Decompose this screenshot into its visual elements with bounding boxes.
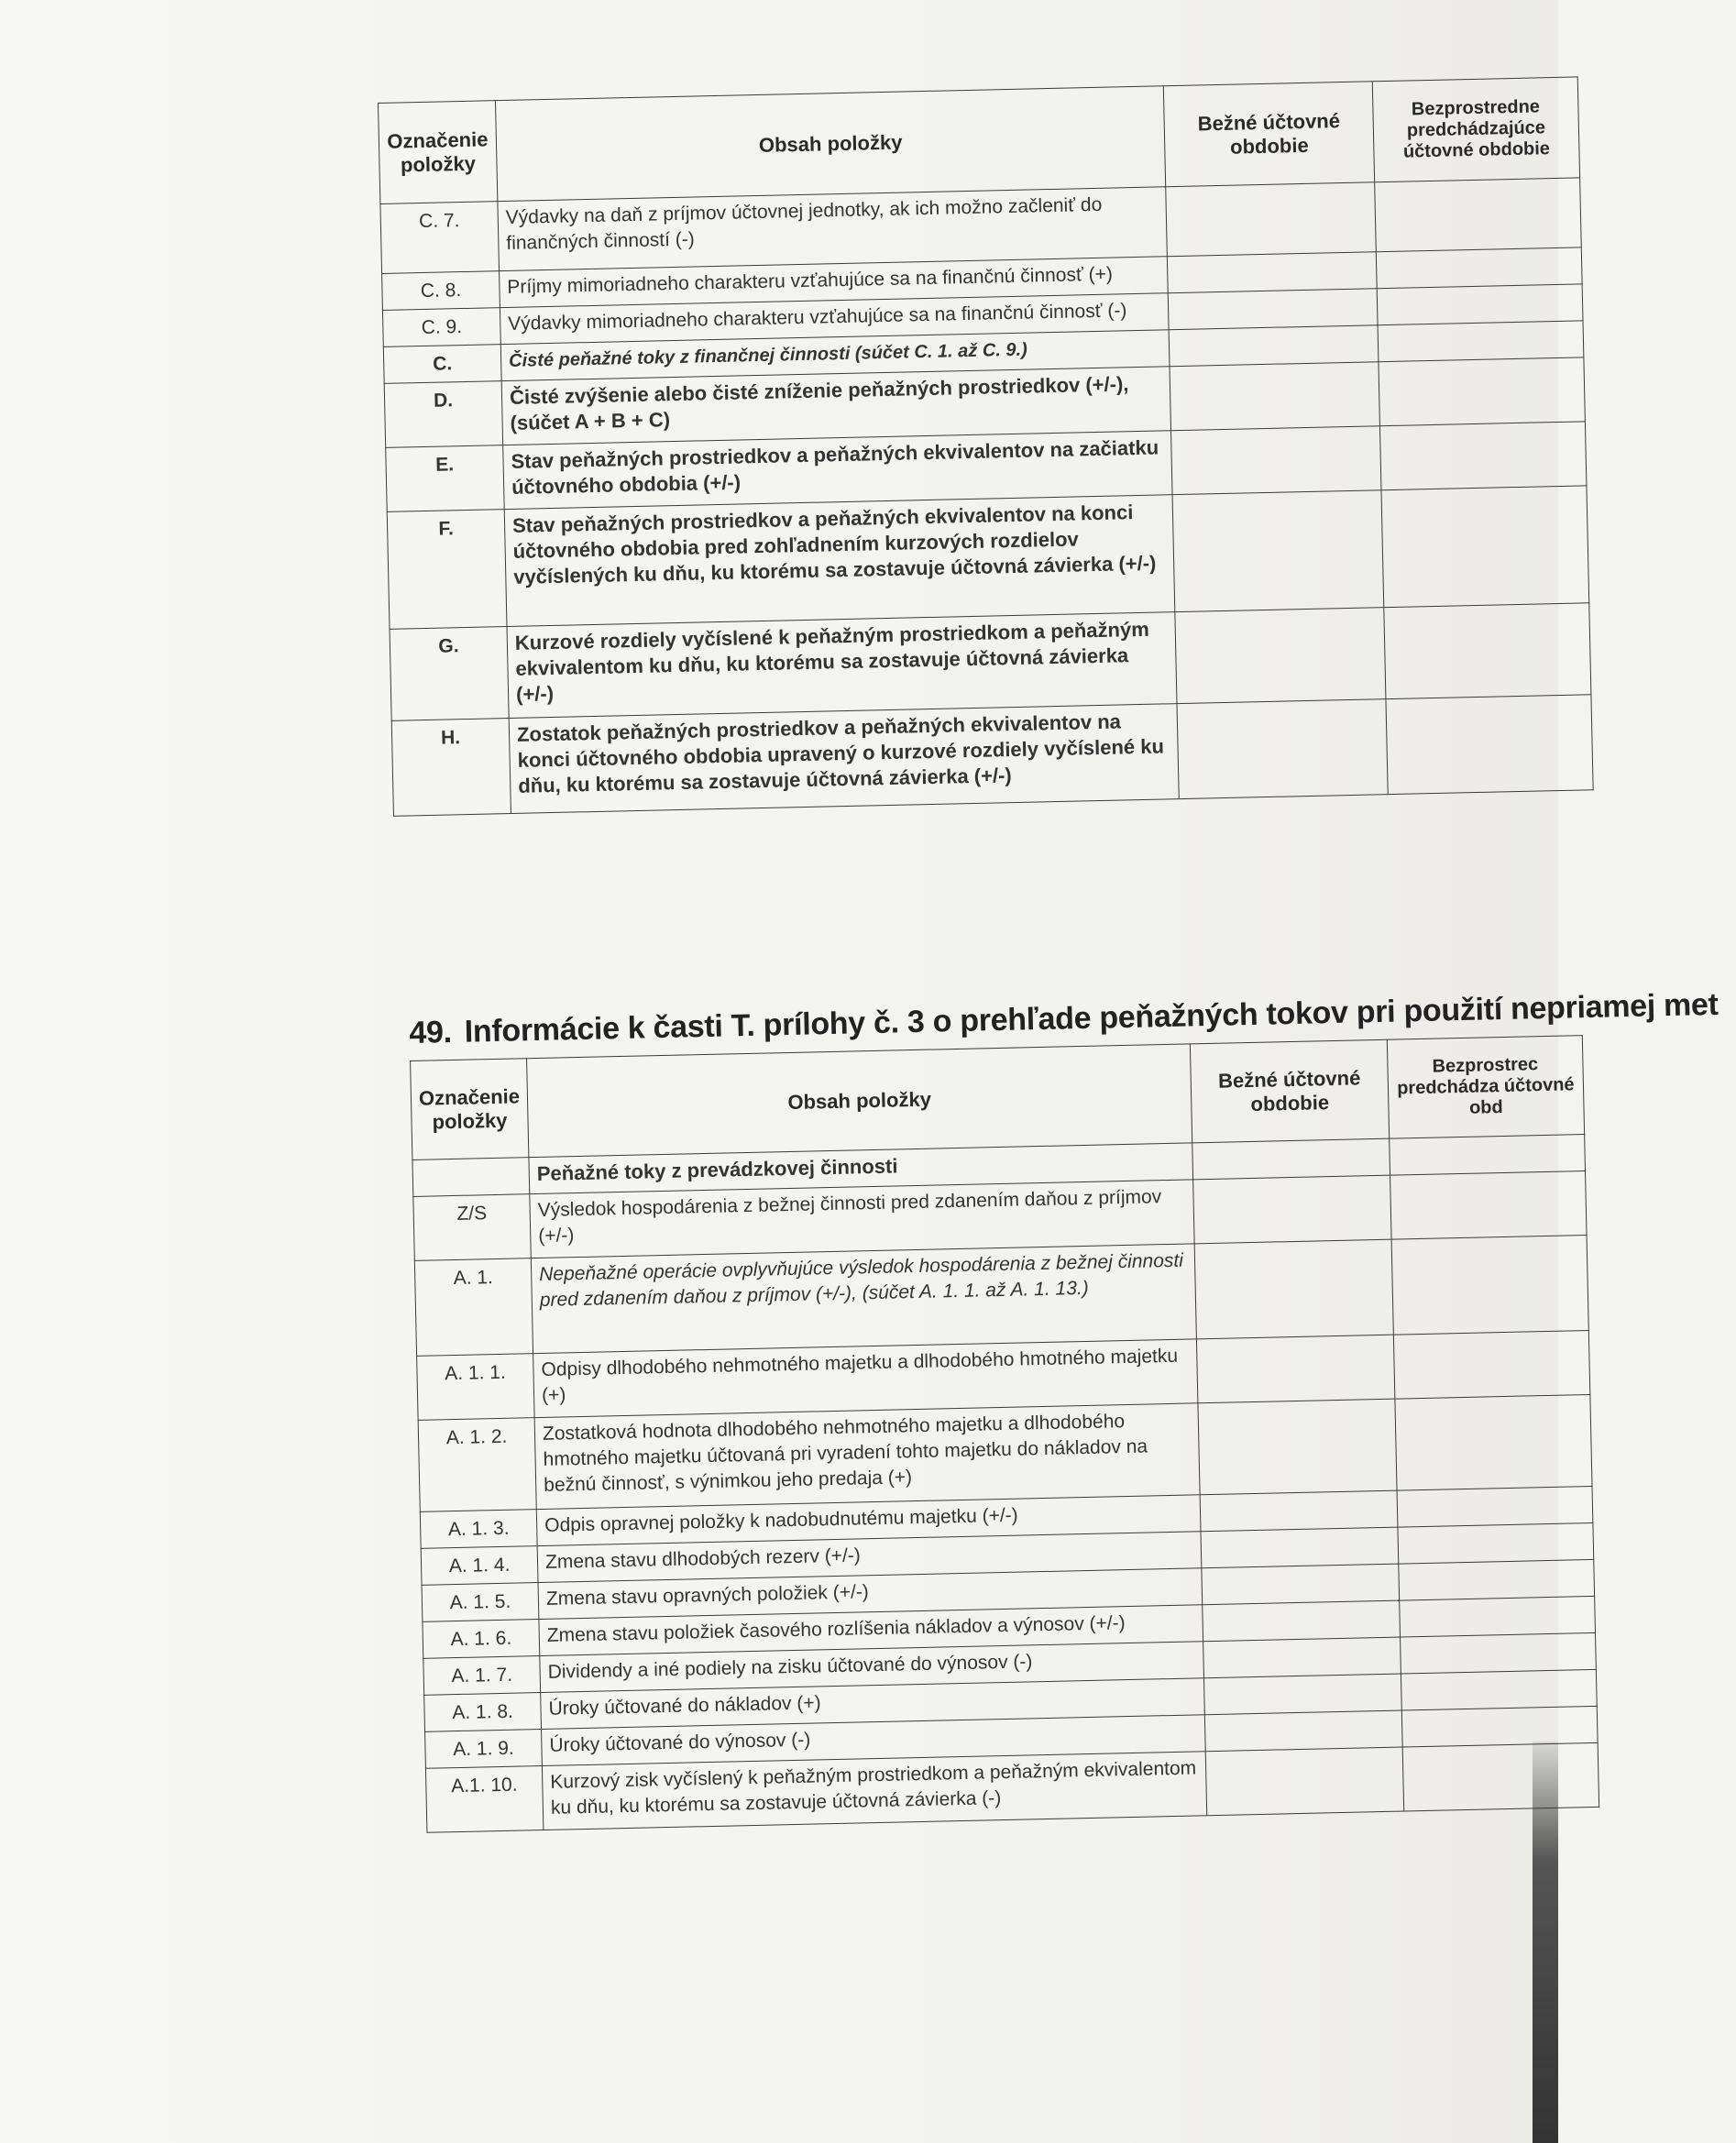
previous-period-value-cell[interactable] [1401,1669,1597,1710]
row-code: E. [386,445,504,512]
previous-period-value-cell[interactable] [1393,1330,1590,1399]
previous-period-value-cell[interactable] [1390,1135,1586,1176]
row-code: A. 1. 7. [423,1656,541,1696]
current-period-value-cell[interactable] [1166,182,1376,257]
row-description: Nepeňažné operácie ovplyvňujúce výsledok hospodárenia z bežnej činnosti pred zdanením daňou z príjmov (+/-), (súčet A. 1. 1. až A. 1. 13.) [531,1244,1196,1354]
current-period-value-cell[interactable] [1201,1527,1399,1568]
section-number: 49. [409,1014,453,1050]
row-code: A. 1. 6. [423,1620,540,1659]
row-description: Čisté zvýšenie alebo čisté zníženie peňažných prostriedkov (+/-), (súčet A + B + C) [501,367,1171,445]
row-code: A. 1. [414,1258,533,1357]
previous-period-value-cell[interactable] [1395,1394,1592,1490]
row-description: Zmena stavu položiek časového rozlíšenia nákladov a výnosov (+/-) [539,1605,1203,1656]
current-period-value-cell[interactable] [1169,325,1379,367]
header-code: Označenie položky [411,1059,529,1160]
current-period-value-cell[interactable] [1172,490,1384,612]
row-description: Dividendy a iné podiely na zisku účtované do výnosov (-) [540,1642,1204,1693]
previous-period-value-cell[interactable] [1390,1171,1587,1240]
table-1-block [378,76,1594,816]
row-code: C. 9. [382,308,500,347]
row-description: Stav peňažných prostriedkov a peňažných ekvivalentov na začiatku účtovného obdobia (+/-) [503,431,1173,510]
row-code: C. 7. [380,202,500,274]
row-description: Stav peňažných prostriedkov a peňažných ekvivalentov na konci účtovného obdobia pred zohľadnením kurzových rozdielov vyčíslených ku dňu, ku ktorému sa zostavuje účtovná závierka (+/-) [504,495,1175,627]
row-description: Odpis opravnej položky k nadobudnutému majetku (+/-) [536,1495,1201,1546]
current-period-value-cell[interactable] [1168,252,1378,293]
current-period-value-cell[interactable] [1194,1239,1393,1339]
previous-period-value-cell[interactable] [1399,1559,1595,1600]
current-period-value-cell[interactable] [1175,608,1386,704]
row-code: C. 8. [382,271,500,311]
header-content: Obsah položky [495,86,1165,202]
previous-period-value-cell[interactable] [1375,178,1582,252]
row-description: Odpisy dlhodobého nehmotného majetku a dlhodobého hmotného majetku (+) [533,1339,1198,1418]
current-period-value-cell[interactable] [1204,1674,1402,1715]
current-period-value-cell[interactable] [1192,1138,1390,1180]
previous-period-value-cell[interactable] [1397,1486,1593,1527]
previous-period-value-cell[interactable] [1377,284,1583,325]
current-period-value-cell[interactable] [1170,362,1379,431]
current-period-value-cell[interactable] [1168,289,1378,330]
header-current-period: Bežné účtovné obdobie [1190,1039,1389,1143]
row-code: G. [390,627,509,721]
row-code: A. 1. 9. [425,1730,543,1769]
row-description: Zostatková hodnota dlhodobého nehmotného majetku a dlhodobého hmotného majetku účtovaná pri vyradení tohto majetku do nákladov na bežnú činnosť, s výnimkou jeho predaja (+) [534,1403,1200,1510]
row-code: Z/S [413,1194,532,1261]
previous-period-value-cell[interactable] [1398,1522,1594,1564]
row-code [412,1158,530,1197]
row-description: Peňažné toky z prevádzkovej činnosti [529,1143,1193,1194]
previous-period-value-cell[interactable] [1391,1236,1588,1335]
row-description: Kurzové rozdiely vyčíslené k peňažným prostriedkom a peňažným ekvivalentom ku dňu, ku ktorému sa zostavuje účtovná závierka (+/-) [507,612,1177,719]
row-description: Úroky účtované do nákladov (+) [541,1678,1205,1730]
row-code: A. 1. 2. [418,1418,536,1512]
row-code: F. [387,510,507,630]
row-code: A. 1. 4. [421,1546,538,1586]
current-period-value-cell[interactable] [1196,1335,1394,1403]
row-code: A. 1. 1. [417,1354,535,1421]
row-code: H. [391,719,511,817]
header-previous-period: Bezprostredne predchádzajúce účtovné obdobie [1372,77,1579,182]
current-period-value-cell[interactable] [1171,426,1381,495]
header-code: Označenie položky [379,101,498,204]
current-period-value-cell[interactable] [1203,1600,1401,1642]
cash-flow-table-2 [410,1035,1599,1833]
previous-period-value-cell[interactable] [1379,357,1585,426]
previous-period-value-cell[interactable] [1402,1742,1599,1811]
row-code: D. [384,381,502,448]
previous-period-value-cell[interactable] [1384,603,1591,699]
row-code: A. 1. 8. [424,1693,542,1732]
row-description: Zostatok peňažných prostriedkov a peňažných ekvivalentov na konci účtovného obdobia upravený o kurzové rozdiely vyčíslené ku dňu, ku ktorému sa zostavuje účtovná závierka (+/-) [509,704,1179,814]
current-period-value-cell[interactable] [1198,1399,1397,1495]
row-code: A. 1. 3. [420,1510,537,1549]
row-description: Výdavky mimoriadneho charakteru vzťahujúce sa na finančnú činnosť (-) [500,293,1169,345]
cash-flow-table-1 [378,76,1594,816]
previous-period-value-cell[interactable] [1378,321,1584,362]
header-previous-period: Bezprostrec predchádza účtovné obd [1387,1036,1584,1139]
previous-period-value-cell[interactable] [1401,1706,1598,1747]
previous-period-value-cell[interactable] [1376,247,1582,289]
row-code: A.1. 10. [425,1766,544,1833]
row-description: Kurzový zisk vyčíslený k peňažným prostriedkom a peňažným ekvivalentom ku dňu, ku ktorému sa zostavuje účtovná závierka (-) [542,1752,1206,1830]
row-description: Výdavky na daň z príjmov účtovnej jednotky, ak ich možno začleniť do finančných činností (-) [498,187,1168,271]
row-code: C. [383,345,501,384]
current-period-value-cell[interactable] [1193,1175,1391,1244]
current-period-value-cell[interactable] [1200,1490,1398,1532]
section-title: Informácie k časti T. prílohy č. 3 o prehľade peňažných tokov pri použití nepriamej met [464,986,1719,1050]
table-2-block [409,986,1719,1833]
header-content: Obsah položky [527,1044,1192,1158]
row-code: A. 1. 5. [422,1583,539,1622]
row-description: Čisté peňažné toky z finančnej činnosti (súčet C. 1. až C. 9.) [500,330,1170,381]
previous-period-value-cell[interactable] [1380,422,1587,490]
current-period-value-cell[interactable] [1203,1637,1401,1678]
current-period-value-cell[interactable] [1202,1564,1400,1605]
row-description: Výsledok hospodárenia z bežnej činnosti pred zdanením daňou z príjmov (+/-) [530,1180,1194,1258]
row-description: Úroky účtované do výnosov (-) [542,1715,1206,1766]
header-current-period: Bežné účtovné obdobie [1164,82,1375,187]
previous-period-value-cell[interactable] [1386,695,1593,795]
row-description: Zmena stavu opravných položiek (+/-) [538,1568,1203,1620]
previous-period-value-cell[interactable] [1400,1596,1596,1637]
current-period-value-cell[interactable] [1177,699,1388,799]
current-period-value-cell[interactable] [1205,1747,1403,1816]
current-period-value-cell[interactable] [1204,1710,1402,1752]
previous-period-value-cell[interactable] [1381,486,1589,608]
row-description: Zmena stavu dlhodobých rezerv (+/-) [537,1532,1202,1583]
row-description: Príjmy mimoriadneho charakteru vzťahujúce sa na finančnú činnosť (+) [500,257,1169,308]
previous-period-value-cell[interactable] [1400,1632,1596,1674]
